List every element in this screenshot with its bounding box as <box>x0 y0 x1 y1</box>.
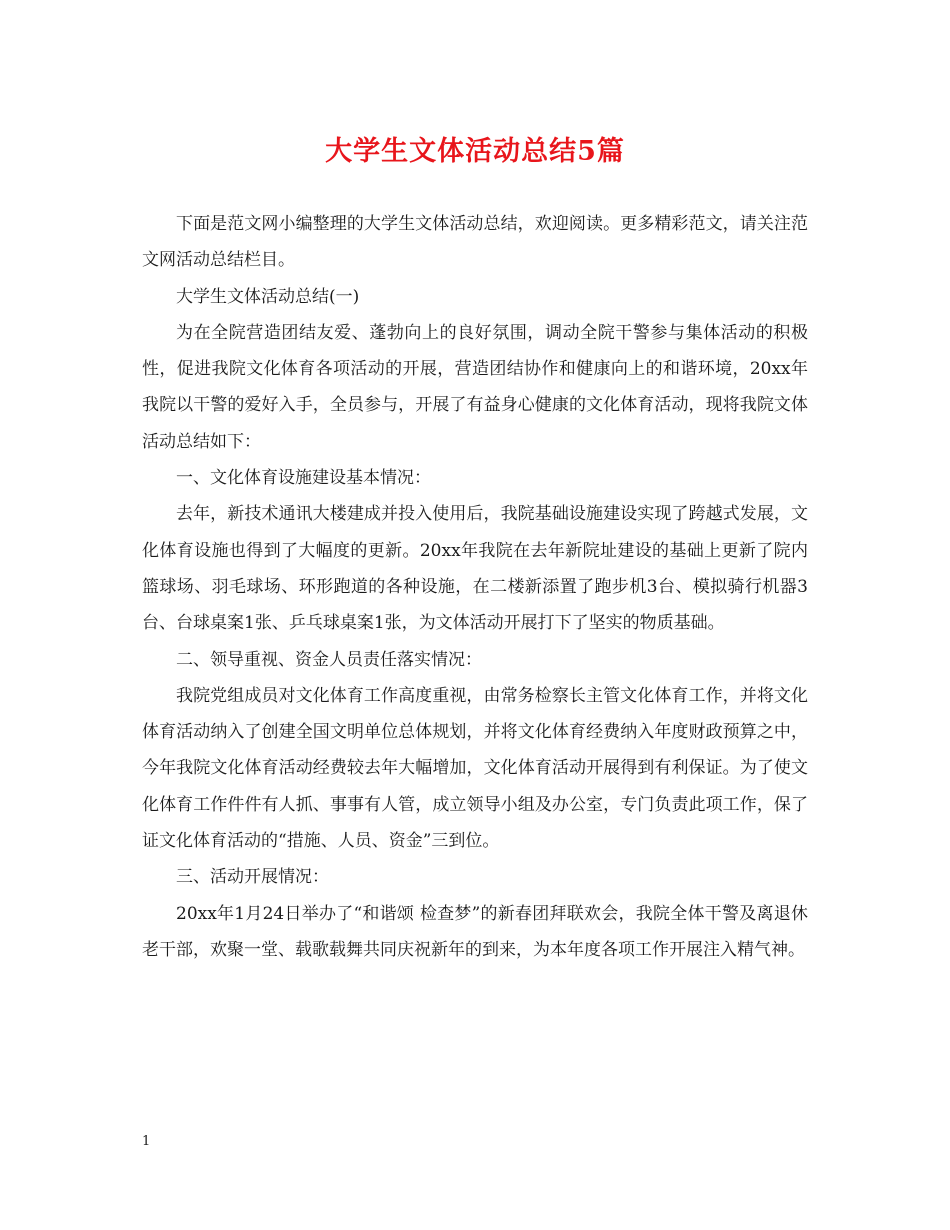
section-heading-summary-1: 大学生文体活动总结(一) <box>176 286 360 307</box>
intro-paragraph: 下面是范文网小编整理的大学生文体活动总结，欢迎阅读。更多精彩范文，请关注范文网活动总结栏目。 <box>142 214 808 271</box>
body-paragraph: 为在全院营造团结友爱、蓬勃向上的良好氛围，调动全院干警参与集体活动的积极性，促进我院文化体育各项活动的开展，营造团结协作和健康向上的和谐环境，20xx年我院以干警的爱好入手，全员参与，开展了有益身心健康的文化体育活动，现将我院文体活动总结如下： <box>142 322 808 452</box>
page-number: 1 <box>142 1134 151 1149</box>
section-heading-leadership: 二、领导重视、资金人员责任落实情况： <box>176 649 482 670</box>
body-paragraph: 20xx年1月24日举办了“和谐颂 检查梦”的新春团拜联欢会，我院全体干警及离退休老干部，欢聚一堂、载歌载舞共同庆祝新年的到来，为本年度各项工作开展注入精气神。 <box>142 903 808 960</box>
body-paragraph: 去年，新技术通讯大楼建成并投入使用后，我院基础设施建设实现了跨越式发展，文化体育设施也得到了大幅度的更新。20xx年我院在去年新院址建设的基础上更新了院内篮球场、羽毛球场、环形跑道的各种设施，在二楼新添置了跑步机3台、模拟骑行机器3台、台球桌案1张、乒乓球桌案1张，为文体活动开展打下了坚实的物质基础。 <box>142 504 808 634</box>
document-body <box>142 206 808 968</box>
document-title: 大学生文体活动总结5篇 <box>325 136 625 167</box>
body-paragraph: 我院党组成员对文化体育工作高度重视，由常务检察长主管文化体育工作，并将文化体育活动纳入了创建全国文明单位总体规划，并将文化体育经费纳入年度财政预算之中，今年我院文化体育活动经费较去年大幅增加，文化体育活动开展得到有利保证。为了使文化体育工作件件有人抓、事事有人管，成立领导小组及办公室，专门负责此项工作，保了证文化体育活动的“措施、人员、资金”三到位。 <box>142 685 808 852</box>
section-heading-activities: 三、活动开展情况： <box>176 867 329 888</box>
section-heading-facilities: 一、文化体育设施建设基本情况： <box>176 468 431 489</box>
